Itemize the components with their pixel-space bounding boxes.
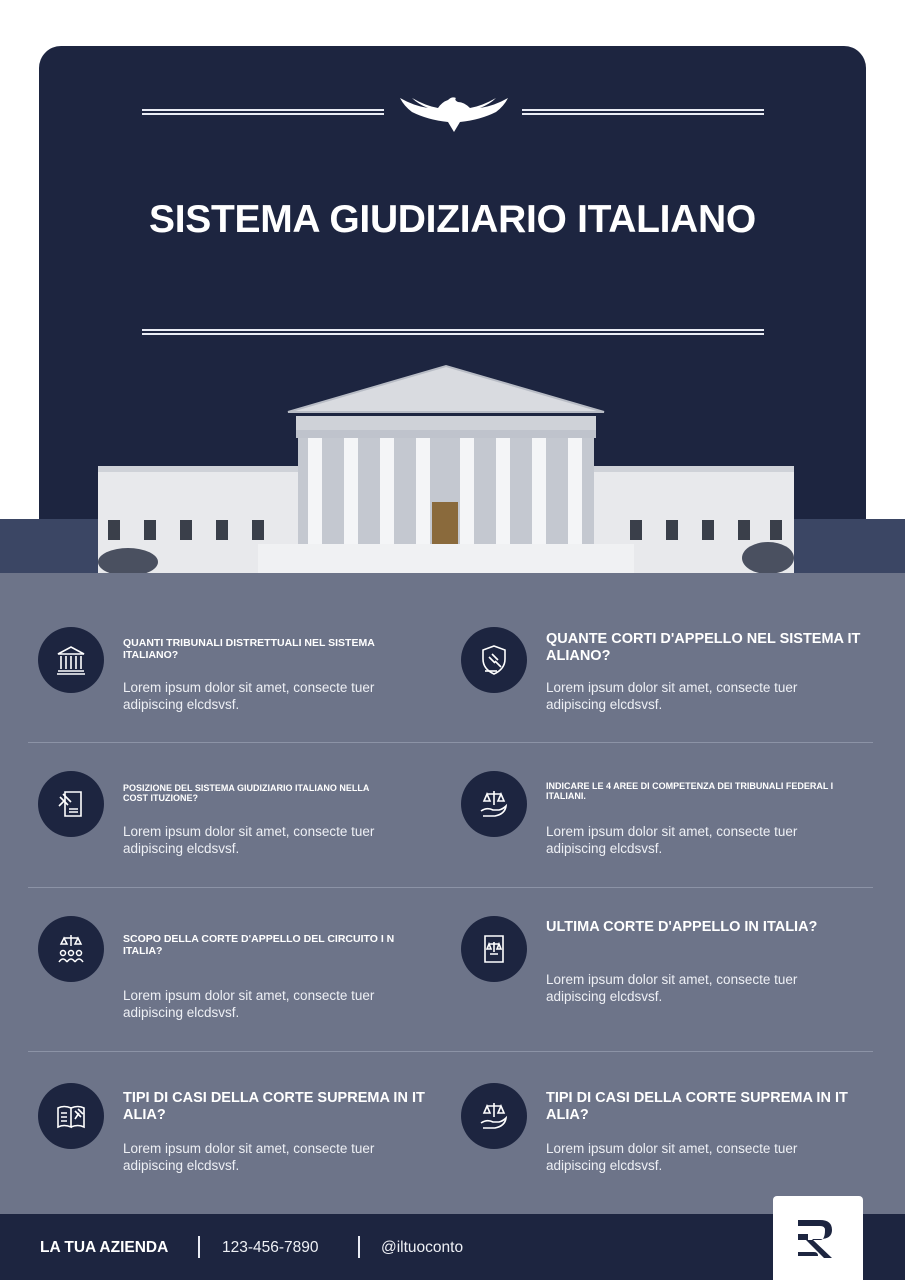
question-text: INDICARE LE 4 AREE DI COMPETENZA DEI TRIBUNALI FEDERAL I ITALIANI.: [546, 781, 834, 802]
question-description: Lorem ipsum dolor sit amet, consecte tuer adipiscing elcdsvsf.: [546, 972, 798, 1004]
question-card: [38, 771, 458, 891]
title-bottom-rule: [142, 329, 764, 335]
question-description: Lorem ipsum dolor sit amet, consecte tuer adipiscing elcdsvsf.: [546, 680, 798, 712]
question-text: TIPI DI CASI DELLA CORTE SUPREMA IN IT ALIA?: [546, 1090, 848, 1123]
law-book-icon: [461, 916, 527, 982]
gavel-document-icon: [38, 771, 104, 837]
question-description: Lorem ipsum dolor sit amet, consecte tuer adipiscing elcdsvsf.: [123, 1141, 375, 1173]
company-name: LA TUA AZIENDA: [40, 1239, 169, 1256]
phone-number[interactable]: 123-456-7890: [222, 1239, 319, 1256]
question-description: Lorem ipsum dolor sit amet, consecte tuer adipiscing elcdsvsf.: [123, 824, 375, 856]
top-left-rule: [142, 109, 384, 115]
courthouse-icon: [38, 627, 104, 693]
scales-hand-icon: [461, 1083, 527, 1149]
question-description: Lorem ipsum dolor sit amet, consecte tuer adipiscing elcdsvsf.: [123, 680, 375, 712]
scales-hand-icon: [461, 771, 527, 837]
question-description: Lorem ipsum dolor sit amet, consecte tuer adipiscing elcdsvsf.: [546, 1141, 798, 1173]
sr-logo-mark: [794, 1214, 842, 1262]
eagle-icon: [398, 94, 510, 134]
page-title: SISTEMA GIUDIZIARIO ITALIANO: [149, 198, 756, 241]
footer: [0, 1214, 905, 1280]
question-text: ULTIMA CORTE D'APPELLO IN ITALIA?: [546, 919, 818, 935]
top-right-rule: [522, 109, 764, 115]
sr-logo: [773, 1196, 863, 1280]
question-card: [461, 627, 881, 747]
social-handle[interactable]: @iltuoconto: [381, 1239, 464, 1256]
questions-grid: [0, 573, 905, 1214]
question-description: Lorem ipsum dolor sit amet, consecte tuer adipiscing elcdsvsf.: [546, 824, 798, 856]
question-text: POSIZIONE DEL SISTEMA GIUDIZIARIO ITALIANO NELLA COST ITUZIONE?: [123, 783, 370, 804]
question-text: QUANTI TRIBUNALI DISTRETTUALI NEL SISTEMA ITALIANO?: [123, 637, 375, 662]
shield-gavel-icon: [461, 627, 527, 693]
question-card: [461, 771, 881, 891]
question-card: [461, 1083, 881, 1203]
question-card: [38, 627, 458, 747]
scales-people-icon: [38, 916, 104, 982]
row-divider: [28, 1051, 873, 1052]
open-book-gavel-icon: [38, 1083, 104, 1149]
question-card: [38, 916, 458, 1036]
question-text: SCOPO DELLA CORTE D'APPELLO DEL CIRCUITO I N ITALIA?: [123, 933, 395, 958]
footer-separator: [198, 1236, 200, 1258]
question-card: [38, 1083, 458, 1203]
question-text: QUANTE CORTI D'APPELLO NEL SISTEMA IT ALIANO?: [546, 631, 861, 664]
question-text: TIPI DI CASI DELLA CORTE SUPREMA IN IT ALIA?: [123, 1090, 425, 1123]
question-description: Lorem ipsum dolor sit amet, consecte tuer adipiscing elcdsvsf.: [123, 988, 375, 1020]
courthouse-building: [98, 362, 794, 574]
footer-separator: [358, 1236, 360, 1258]
question-card: [461, 916, 881, 1036]
